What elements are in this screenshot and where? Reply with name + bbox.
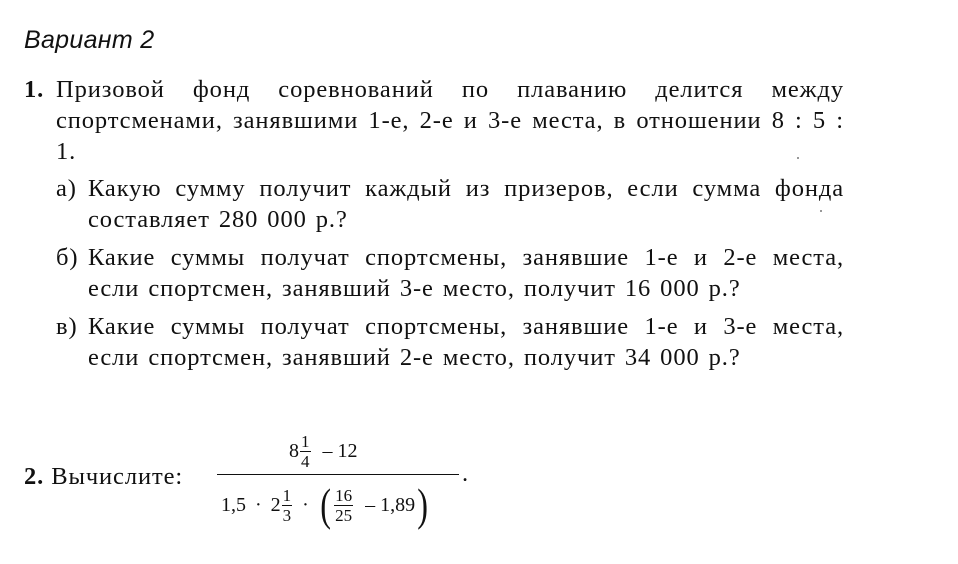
multiply-dot-1: ·	[255, 493, 262, 516]
inner-minus-term: – 1,89	[365, 493, 416, 516]
subquestion-c-text: Какие суммы получат спортсмены, занявшие 1-е и 3-е места, если спортсмен, занявший 2-е место, получит 34 000 р.?	[88, 313, 844, 371]
denominator-mixed-num: 1	[282, 485, 292, 505]
problem-2-number: 2.	[24, 463, 45, 490]
subquestion-b	[56, 242, 844, 304]
fraction-denominator	[221, 479, 431, 530]
numerator-mixed-den: 4	[301, 452, 310, 471]
denominator-mixed-whole: 2	[270, 493, 281, 516]
subquestion-a	[56, 173, 844, 235]
open-paren: (	[320, 479, 331, 530]
problem-1-number: 1.	[24, 76, 45, 103]
problem-2	[24, 430, 624, 540]
subquestion-b-label: б)	[56, 244, 79, 271]
fraction-bar	[217, 474, 459, 475]
numerator-mixed-fraction	[300, 432, 311, 471]
denominator-mixed-den: 3	[282, 505, 292, 525]
numerator-mixed-num: 1	[301, 432, 310, 451]
compound-fraction	[217, 430, 459, 540]
multiply-dot-2: ·	[302, 493, 309, 516]
close-paren: )	[417, 479, 429, 530]
problem-1-text: Призовой фонд соревнований по плаванию делится между спортсменами, занявшими 1-е, 2-е и 3-е места, в отношении 8 : 5 : 1.	[56, 76, 844, 165]
variant-title: Вариант 2	[24, 26, 155, 54]
inner-fraction-den: 25	[335, 505, 353, 525]
scan-speck	[820, 210, 822, 212]
subquestion-c-label: в)	[56, 313, 78, 340]
problem-1-subquestions	[56, 173, 844, 373]
problem-2-instruction: Вычислите:	[51, 463, 184, 490]
numerator-whole: 8	[289, 440, 299, 462]
problem-2-label	[24, 463, 183, 491]
numerator-minus-term: – 12	[322, 440, 358, 462]
subquestion-a-text: Какую сумму получит каждый из призеров, если сумма фонда составляет 280 000 р.?	[88, 175, 844, 233]
subquestion-c	[56, 311, 844, 373]
subquestion-b-text: Какие суммы получат спортсмены, занявшие 1-е и 2-е места, если спортсмен, занявший 3-е место, получит 16 000 р.?	[88, 244, 844, 302]
subquestion-a-label: а)	[56, 175, 77, 202]
problem-2-period: .	[462, 460, 470, 487]
fraction-numerator	[289, 432, 358, 471]
scan-speck	[797, 157, 799, 159]
inner-fraction-num: 16	[335, 485, 353, 505]
denominator-mixed-fraction	[282, 486, 293, 525]
denominator-factor: 1,5	[221, 493, 246, 516]
problem-1	[24, 74, 844, 380]
inner-fraction	[334, 486, 353, 525]
